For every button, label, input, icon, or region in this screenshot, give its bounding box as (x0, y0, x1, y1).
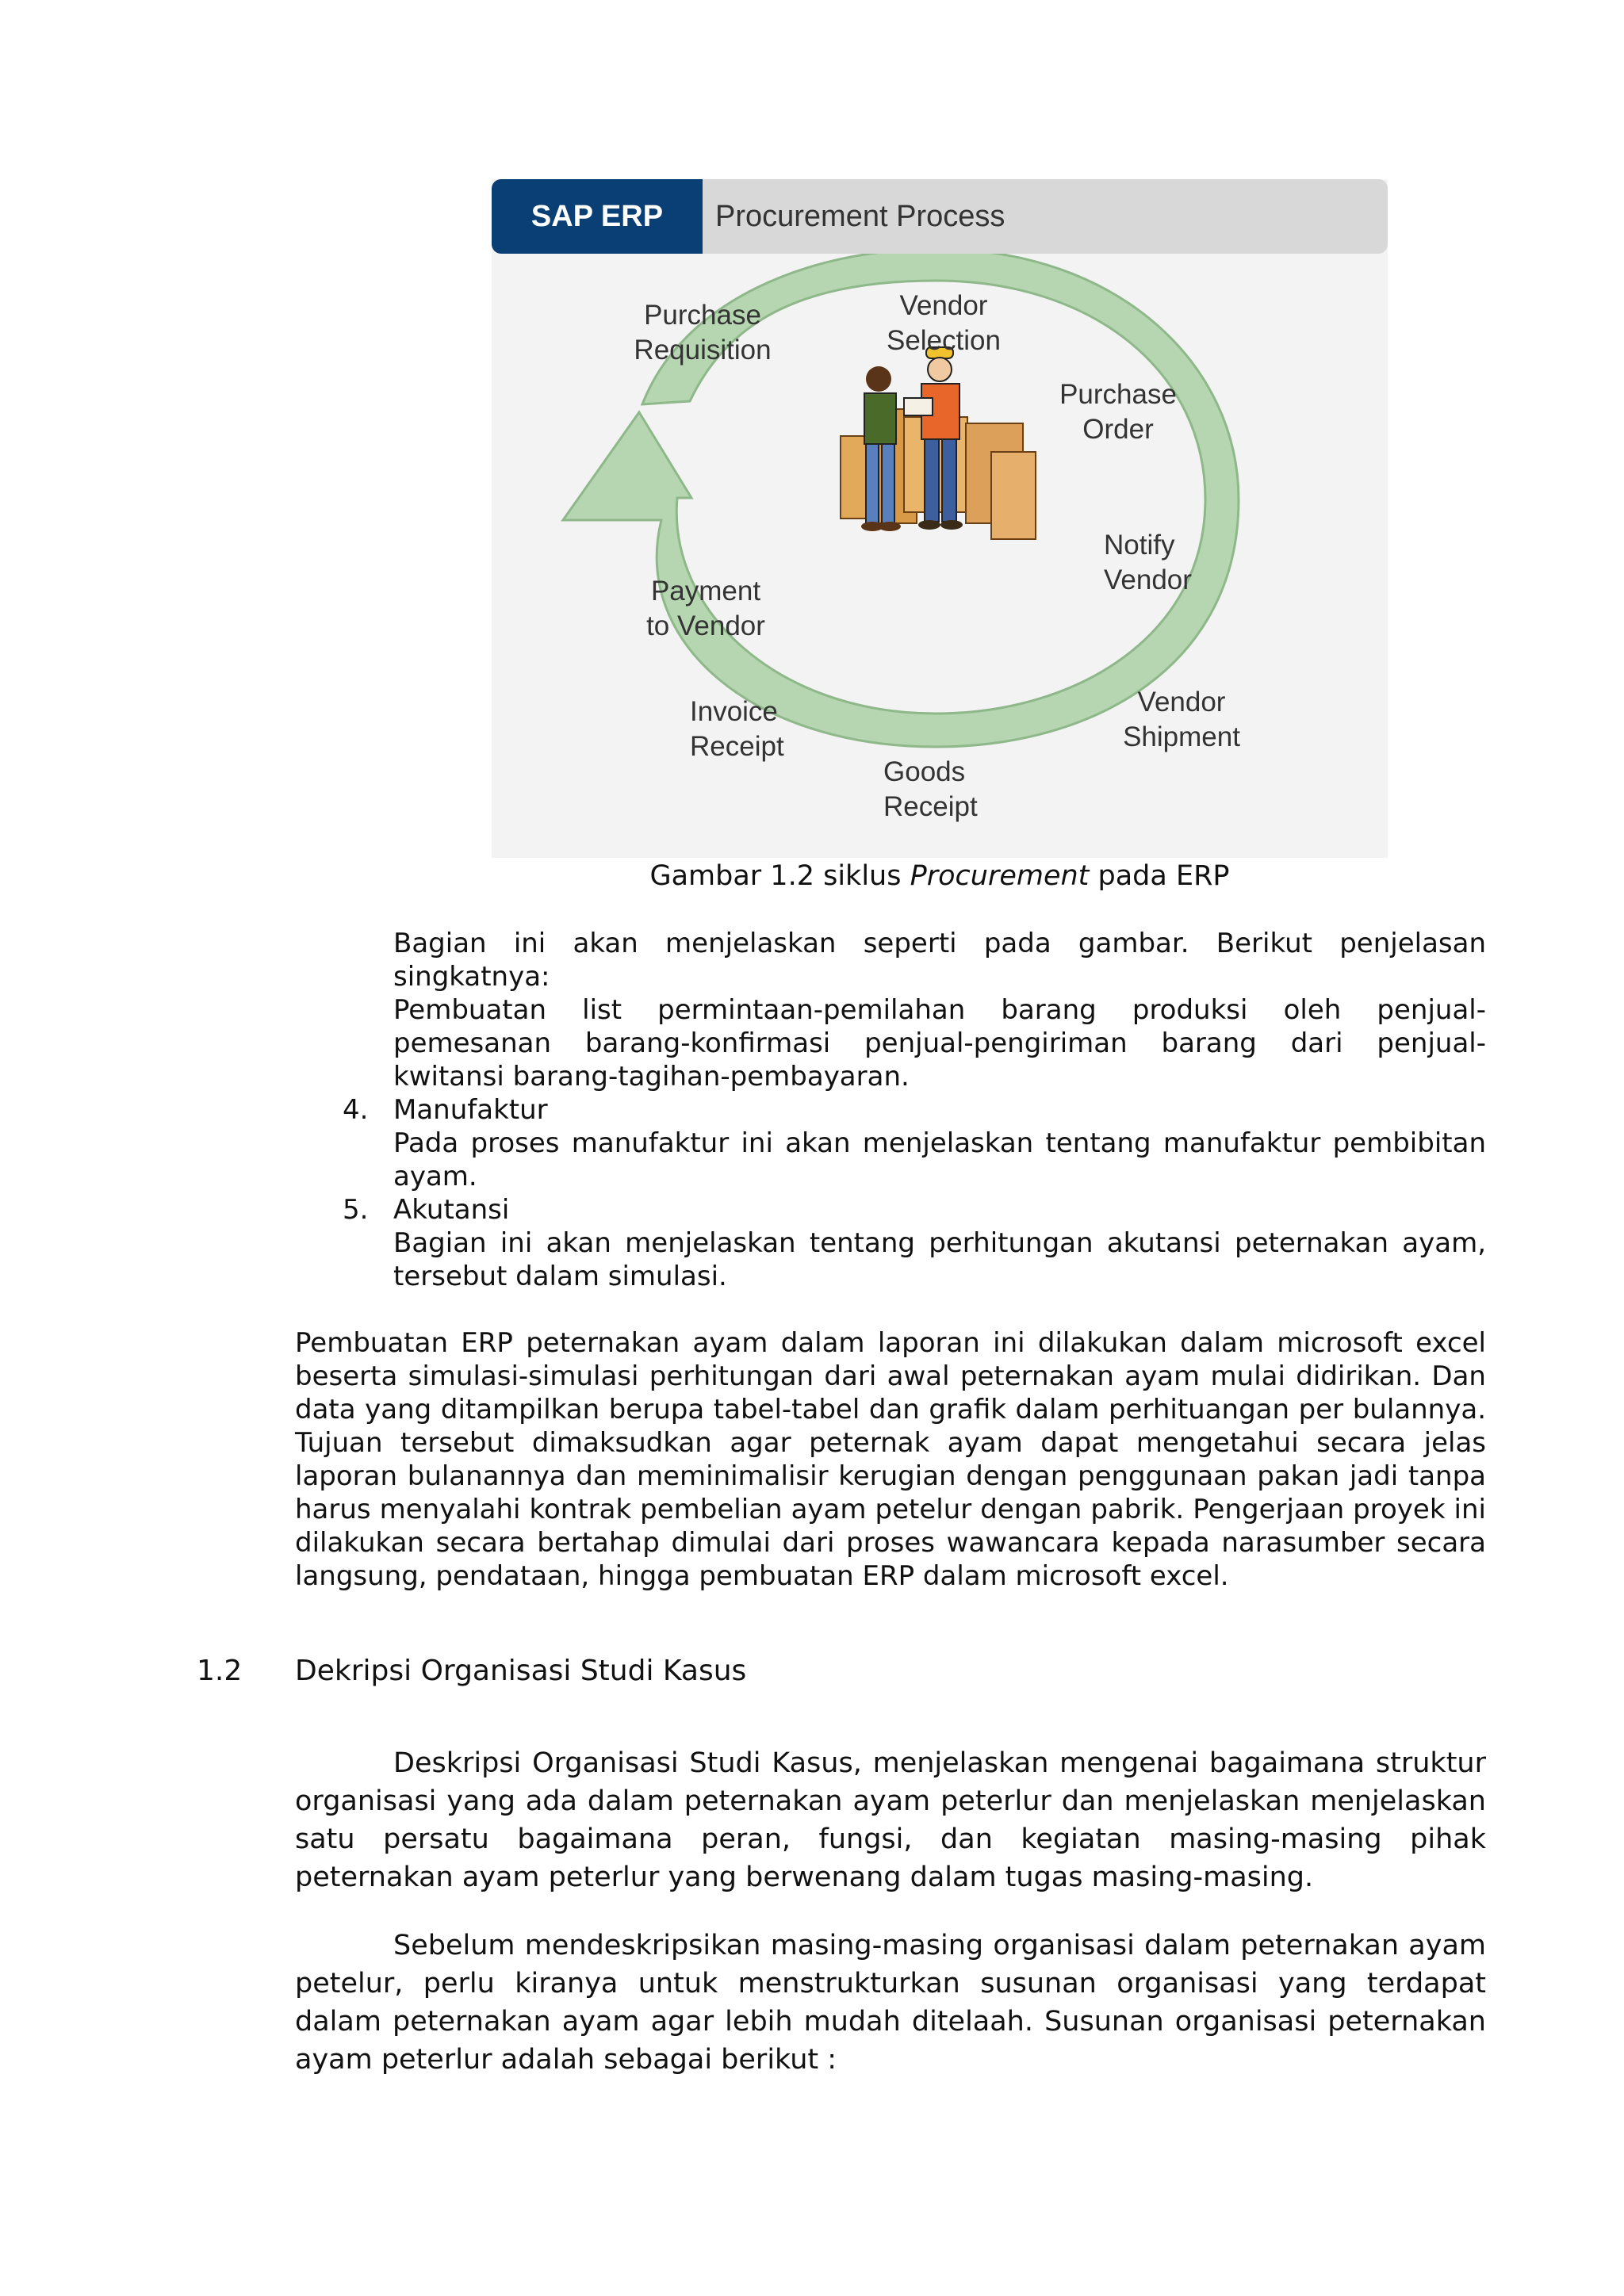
figure-brand-label: SAP ERP (492, 179, 703, 254)
procurement-figure (492, 179, 1388, 858)
main-paragraph: Pembuatan ERP peternakan ayam dalam laporan ini dilakukan dalam microsoft excel beserta simulasi-simulasi perhitungan dari awal peternakan ayam mulai didirikan. Dan data yang ditampilkan berupa tabel-tabel dan grafik dalam perhituangan per bulannya. Tujuan tersebut dimaksudkan agar peternak ayam dapat mengetahui secara jelas laporan bulanannya dan meminimalisir kerugian dengan penggunaan pakan jadi tanpa harus menyalahi kontrak pembelian ayam petelur dengan pabrik. Pengerjaan proyek ini dilakukan secara bertahap dimulai dari proses wawancara kepada narasumber secara langsung, pendataan, hingga pembuatan ERP dalam microsoft excel. (295, 1327, 1486, 1592)
section-title: Dekripsi Organisasi Studi Kasus (295, 1655, 747, 1687)
list-item-title: Manufaktur (393, 1094, 548, 1126)
list-item-line2: tersebut dalam simulasi. (393, 1261, 727, 1292)
workers-with-boxes-icon (841, 347, 1036, 539)
list-desc-line1: Pembuatan list permintaan-pemilahan barang produksi oleh penjual- (393, 994, 1486, 1026)
step-notify-vendor: Notify Vendor (1104, 530, 1192, 595)
section-paragraph-1: Deskripsi Organisasi Studi Kasus, menjelaskan mengenai bagaimana struktur organisasi yang ada dalam peternakan ayam peterlur dan menjelaskan menjelaskan satu persatu bagaimana peran, fungsi, dan kegiatan masing-masing pihak peternakan ayam peterlur yang berwenang dalam tugas masing-masing. (295, 1747, 1486, 1893)
section-number: 1.2 (197, 1655, 243, 1687)
figure-caption: Gambar 1.2 siklus Procurement pada ERP (649, 860, 1230, 892)
step-purchase-requisition: Purchase Requisition (634, 300, 772, 365)
section-paragraph-2: Sebelum mendeskripsikan masing-masing organisasi dalam peternakan ayam petelur, perlu kiranya untuk menstrukturkan susunan organisasi yang terdapat dalam peternakan ayam agar lebih mudah ditelaah. Susunan organisasi peternakan ayam peterlur adalah sebagai berikut : (295, 1930, 1486, 2076)
list-desc-line3: kwitansi barang-tagihan-pembayaran. (393, 1061, 910, 1093)
list-item-line2: ayam. (393, 1161, 477, 1192)
list-item-title: Akutansi (393, 1194, 510, 1226)
step-vendor-shipment: Vendor Shipment (1123, 687, 1240, 752)
list-intro-line1: Bagian ini akan menjelaskan seperti pada gambar. Berikut penjelasan (393, 928, 1486, 959)
list-item-line1: Bagian ini akan menjelaskan tentang perhitungan akutansi peternakan ayam, (393, 1227, 1486, 1259)
step-payment-to-vendor: Payment to Vendor (646, 576, 765, 641)
list-intro-line2: singkatnya: (393, 961, 550, 993)
step-purchase-order: Purchase Order (1059, 379, 1177, 445)
list-item-number: 4. (343, 1094, 369, 1126)
list-desc-line2: pemesanan barang-konfirmasi penjual-pengiriman barang dari penjual- (393, 1027, 1486, 1059)
list-item-line1: Pada proses manufaktur ini akan menjelaskan tentang manufaktur pembibitan (393, 1127, 1486, 1159)
step-invoice-receipt: Invoice Receipt (690, 696, 784, 762)
step-vendor-selection: Vendor Selection (887, 290, 1001, 356)
list-item-number: 5. (343, 1194, 369, 1226)
step-goods-receipt: Goods Receipt (883, 756, 978, 822)
figure-title: Procurement Process (703, 179, 1388, 254)
